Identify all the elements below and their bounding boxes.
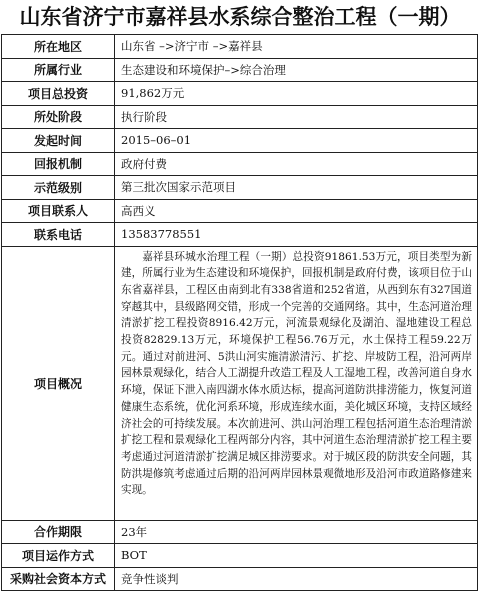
row-value: 山东省 –>济宁市 –>嘉祥县 bbox=[115, 35, 478, 59]
overview-row bbox=[2, 246, 478, 520]
row-label: 项目运作方式 bbox=[2, 544, 115, 568]
row-label: 采购社会资本方式 bbox=[2, 567, 115, 591]
row-value: 13583778551 bbox=[115, 223, 478, 247]
row-label: 发起时间 bbox=[2, 129, 115, 153]
row-value: 政府付费 bbox=[115, 152, 478, 176]
table-row bbox=[2, 520, 478, 544]
table-row bbox=[2, 35, 478, 59]
table-row bbox=[2, 223, 478, 247]
row-label: 项目联系人 bbox=[2, 199, 115, 223]
row-value: 第三批次国家示范项目 bbox=[115, 176, 478, 200]
row-label: 合作期限 bbox=[2, 520, 115, 544]
table-row bbox=[2, 567, 478, 591]
overview-text: 嘉祥县环城水治理工程（一期）总投资91861.53万元，项目类型为新建，所属行业为生态建设和环境保护，回报机制是政府付费，该项目位于山东省嘉祥县，工程区由南到北有338省道和252省道，从西到东有327国道穿越其中，县级路网交错，形成一个完善的交通网络。其中，生态河道治理清淤扩挖工程投资8916.42万元，河流景观绿化及湖泊、湿地建设工程总投资82829.13万元，环境保护工程56.76万元，水土保持工程59.22万元。通过对前进河、5洪山河实施清淤清污、扩挖、岸坡防工程，沿河两岸园林景观绿化，结合人工湖提升改造工程及人工湿地工程，改善河道自身水环境，保证下泄入南四湖水体水质达标，提高河道防洪排涝能力，恢复河道健康生态系统，优化河系环境，形成连续水面，美化城区环境，支持区域经济社会的可持续发展。本次前进河、洪山河治理工程包括河道生态治理清淤扩挖工程和景观绿化工程两部分内容，其中河道生态治理清淤扩挖工程主要考虑通过河道清淤扩挖满足城区排涝要求。对于城区段的防洪安全问题，其防洪堤修筑考虑通过后期的沿河两岸园林景观微地形及沿河市政道路修建来实现。 bbox=[115, 246, 478, 520]
row-value: 生态建设和环境保护–>综合治理 bbox=[115, 58, 478, 82]
page-title: 山东省济宁市嘉祥县水系综合整治工程（一期） bbox=[19, 4, 461, 29]
row-value: 91,862万元 bbox=[115, 82, 478, 106]
table-row bbox=[2, 58, 478, 82]
table-row bbox=[2, 176, 478, 200]
row-label: 示范级别 bbox=[2, 176, 115, 200]
table-row bbox=[2, 105, 478, 129]
row-value: BOT bbox=[115, 544, 478, 568]
row-label: 所在地区 bbox=[2, 35, 115, 59]
row-label: 所处阶段 bbox=[2, 105, 115, 129]
table-row bbox=[2, 199, 478, 223]
row-value: 23年 bbox=[115, 520, 478, 544]
table-row bbox=[2, 129, 478, 153]
row-label: 项目总投资 bbox=[2, 82, 115, 106]
project-info-table bbox=[1, 34, 478, 591]
row-value: 高西义 bbox=[115, 199, 478, 223]
row-label: 回报机制 bbox=[2, 152, 115, 176]
row-value: 2015–06–01 bbox=[115, 129, 478, 153]
overview-label: 项目概况 bbox=[2, 246, 115, 520]
table-row bbox=[2, 544, 478, 568]
table-row bbox=[2, 152, 478, 176]
row-label: 所属行业 bbox=[2, 58, 115, 82]
row-value: 执行阶段 bbox=[115, 105, 478, 129]
row-value: 竞争性谈判 bbox=[115, 567, 478, 591]
row-label: 联系电话 bbox=[2, 223, 115, 247]
table-row bbox=[2, 82, 478, 106]
